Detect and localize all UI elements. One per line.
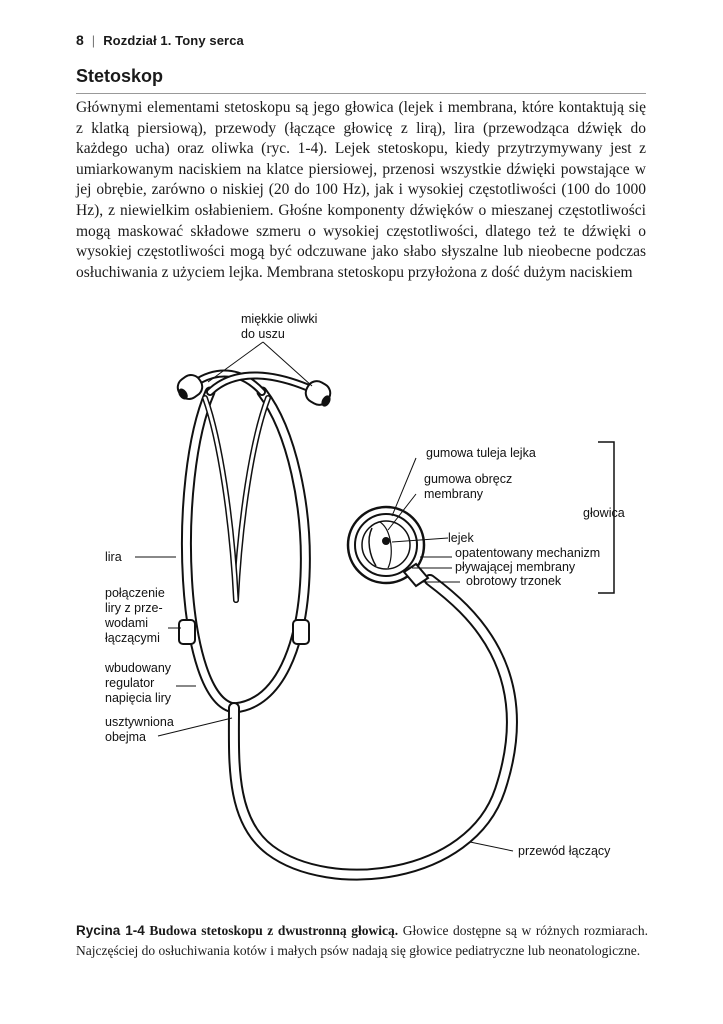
label-floating-2: pływającej membrany [455,560,576,574]
label-connection-4: łączącymi [105,631,160,645]
title-rule [76,93,646,94]
label-chestpiece: głowica [583,506,625,520]
caption-text: Głowice dostępne są w różnych rozmiarach. Najczęściej do osłuchiwania kotów i małych psów nadają się głowice pediatryczne lub neonatologiczne. [76,923,648,958]
label-floating-1: opatentowany mechanizm [455,546,601,560]
label-eartips-1: miękkie oliwki [241,312,318,326]
stethoscope-illustration [0,290,723,890]
label-eartips-2: do uszu [241,327,285,341]
label-diaphragm-rim-1: gumowa obręcz [424,472,513,486]
section-title: Stetoskop [76,66,164,86]
label-bell-sleeve: gumowa tuleja lejka [426,446,536,460]
label-diaphragm-rim-2: membrany [424,487,484,501]
label-tubing: przewód łączący [518,844,611,858]
stethoscope-figure [0,290,723,890]
label-binaural: lira [105,550,122,564]
caption-title: Budowa stetoskopu z dwustronną głowicą. [149,923,399,938]
figure-caption [76,921,648,960]
label-regulator-3: napięcia liry [105,691,172,705]
label-connection-1: połączenie [105,586,165,600]
chapter-title: Rozdział 1. Tony serca [103,32,244,48]
caption-number: Rycina 1-4 [76,923,145,938]
label-regulator-1: wbudowany [105,661,172,675]
label-bell: lejek [448,531,474,545]
label-regulator-2: regulator [105,676,155,690]
body-paragraph: Głównymi elementami stetoskopu są jego głowica (lejek i membrana, które kontaktują się z klatką piersiową), przewody (łączące głowicę z lirą), lira (przewodząca dźwięk do każdego ucha) oraz oliwka (ryc. 1-4). Lejek stetoskopu, kiedy przytrzymywany jest z umiarkowanym naciskiem na klatce piersiowej, przenosi wszystkie dźwięki powstające w jej obrębie, zarówno o niskiej (20 do 100 Hz), jak i wysokiej częstotliwości (100 do 1000 Hz), z niewielkim osłabieniem. Głośne komponenty dźwięków o mieszanej częstotliwości mogą maskować składowe szmeru o wysokiej częstotliwości, dlatego też te dźwięki o wysokiej częstotliwości mogą być odczuwane jako słabo słyszalne lub nieobecne podczas osłuchiwania z użyciem lejka. Membrana stetoskopu przyłożona z dość dużym naciskiem [76,99,646,281]
label-yoke-1: usztywniona [105,715,174,729]
header-separator: | [91,32,96,48]
page-number: 8 [76,32,84,48]
label-stem: obrotowy trzonek [466,574,562,588]
label-yoke-2: obejma [105,730,146,744]
running-header [76,32,244,48]
label-connection-2: liry z prze- [105,601,163,615]
label-connection-3: wodami [105,616,149,630]
